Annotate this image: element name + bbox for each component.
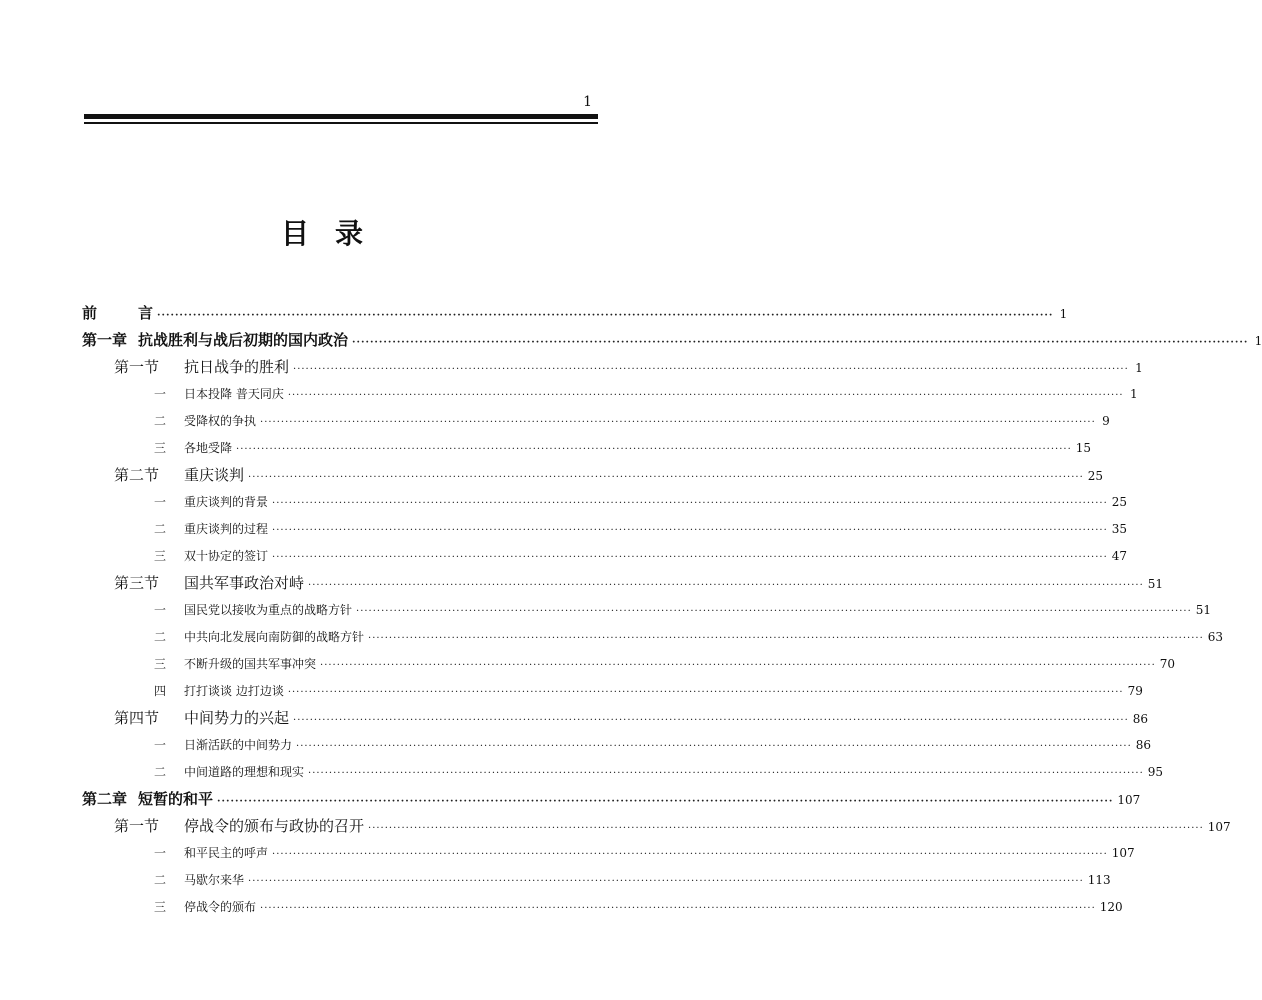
header-rule-thick	[84, 114, 598, 119]
toc-entry[interactable]	[82, 381, 1138, 408]
toc-entry-label: 抗战胜利与战后初期的国内政治	[138, 331, 349, 349]
toc-entry[interactable]	[82, 894, 1123, 921]
toc-entry-number: 三	[154, 441, 167, 455]
dot-leader: ········································································································································································································	[272, 525, 1108, 536]
toc-entry-label: 停战令的颁布	[184, 900, 257, 914]
toc-entry-number: 第一章	[82, 331, 128, 349]
toc-entry-label: 停战令的颁布与政协的召开	[184, 817, 365, 835]
toc-entry[interactable]	[82, 354, 1143, 381]
toc-entry-page: 63	[1207, 630, 1224, 644]
toc-entry[interactable]	[82, 300, 1068, 327]
toc-entry[interactable]	[82, 597, 1212, 624]
toc-entry-label: 双十协定的签订	[184, 549, 269, 563]
toc-entry[interactable]	[82, 435, 1092, 462]
dot-leader: ········································································································································································································	[236, 444, 1072, 455]
toc-entry-number: 一	[154, 495, 167, 509]
toc-entry[interactable]	[82, 489, 1128, 516]
dot-leader: ········································································································································································································	[260, 903, 1096, 914]
dot-leader: ········································································································································································································	[260, 417, 1096, 428]
toc-entry-number: 三	[154, 657, 167, 671]
dot-leader: ········································································································································································································	[296, 741, 1132, 752]
toc-entry-label: 重庆谈判的过程	[184, 522, 269, 536]
dot-leader: ········································································································································································································	[320, 660, 1156, 671]
toc-entry[interactable]	[82, 570, 1164, 597]
dot-leader: ········································································································································································································	[293, 364, 1129, 375]
toc-entry-page: 1	[1254, 334, 1262, 348]
dot-leader: ········································································································································································································	[293, 715, 1129, 726]
toc-entry-label: 抗日战争的胜利	[184, 358, 290, 376]
toc-entry-number: 第二章	[82, 790, 128, 808]
dot-leader: ········································································································································································································	[248, 876, 1084, 887]
dot-leader: ········································································································································································································	[352, 337, 1249, 348]
dot-leader: ········································································································································································································	[217, 796, 1114, 807]
toc-entry-page: 51	[1147, 577, 1164, 591]
toc-entry[interactable]	[82, 651, 1176, 678]
toc-title: 目录	[280, 217, 389, 250]
toc-entry-label: 国民党以接收为重点的战略方针	[184, 603, 353, 617]
dot-leader: ········································································································································································································	[272, 498, 1108, 509]
toc-entry-page: 86	[1132, 712, 1149, 726]
toc-entry-number: 一	[154, 603, 167, 617]
toc-entry-label: 马歇尔来华	[184, 873, 245, 887]
toc-entry-page: 113	[1087, 873, 1111, 887]
toc-entry[interactable]	[82, 408, 1110, 435]
toc-entry-number: 第四节	[114, 709, 160, 727]
toc-entry-page: 70	[1159, 657, 1176, 671]
toc-entry-page: 25	[1087, 469, 1104, 483]
toc-entry[interactable]	[82, 759, 1164, 786]
toc-entry-label: 中间势力的兴起	[184, 709, 290, 727]
toc-entry-page: 107	[1117, 793, 1141, 807]
toc-entry-label: 言	[138, 304, 154, 322]
toc-entry-number: 第二节	[114, 466, 160, 484]
dot-leader: ········································································································································································································	[308, 768, 1144, 779]
toc-entry-label: 中共向北发展向南防御的战略方针	[184, 630, 365, 644]
toc-entry-label: 日渐活跃的中间势力	[184, 738, 293, 752]
table-of-contents	[82, 300, 1262, 921]
toc-entry-number: 第一节	[114, 358, 160, 376]
dot-leader: ········································································································································································································	[368, 823, 1204, 834]
dot-leader: ········································································································································································································	[272, 552, 1108, 563]
toc-entry-number: 四	[154, 684, 167, 698]
toc-entry-page: 9	[1102, 414, 1110, 428]
dot-leader: ········································································································································································································	[356, 606, 1192, 617]
toc-entry-page: 86	[1135, 738, 1152, 752]
dot-leader: ········································································································································································································	[368, 633, 1204, 644]
toc-entry[interactable]	[82, 705, 1149, 732]
toc-entry-number: 二	[154, 522, 167, 536]
toc-entry[interactable]	[82, 678, 1143, 705]
toc-entry[interactable]	[82, 624, 1224, 651]
toc-entry-number: 前	[82, 304, 98, 322]
toc-entry[interactable]	[82, 732, 1152, 759]
toc-entry-number: 三	[154, 900, 167, 914]
toc-entry-number: 二	[154, 765, 167, 779]
toc-entry-number: 一	[154, 738, 167, 752]
toc-entry-number: 二	[154, 414, 167, 428]
toc-entry[interactable]	[82, 516, 1128, 543]
toc-entry-number: 二	[154, 873, 167, 887]
dot-leader: ········································································································································································································	[308, 580, 1144, 591]
toc-entry-page: 107	[1111, 846, 1135, 860]
toc-entry-label: 中间道路的理想和现实	[184, 765, 305, 779]
dot-leader: ········································································································································································································	[272, 849, 1108, 860]
toc-entry[interactable]	[82, 813, 1231, 840]
toc-entry-page: 1	[1129, 387, 1138, 401]
dot-leader: ········································································································································································································	[157, 310, 1054, 321]
toc-entry-page: 95	[1147, 765, 1164, 779]
toc-entry-page: 15	[1075, 441, 1092, 455]
dot-leader: ········································································································································································································	[287, 390, 1124, 401]
toc-entry-number: 第三节	[114, 574, 160, 592]
toc-entry[interactable]	[82, 786, 1141, 813]
toc-entry-label: 日本投降 普天同庆	[184, 387, 284, 401]
toc-entry-label: 国共军事政治对峙	[184, 574, 305, 592]
toc-entry[interactable]	[82, 327, 1262, 354]
toc-entry-label: 短暂的和平	[138, 790, 214, 808]
toc-entry-page: 51	[1195, 603, 1212, 617]
toc-entry-page: 25	[1111, 495, 1128, 509]
toc-entry-page: 35	[1111, 522, 1128, 536]
header-rule-thin	[84, 122, 598, 124]
toc-entry-label: 重庆谈判的背景	[184, 495, 269, 509]
toc-entry-label: 打打谈谈 边打边谈	[184, 684, 284, 698]
toc-entry[interactable]	[82, 840, 1135, 867]
toc-entry[interactable]	[82, 543, 1128, 570]
toc-entry-number: 一	[154, 846, 167, 860]
toc-entry-number: 一	[154, 387, 167, 401]
toc-entry-page: 79	[1127, 684, 1143, 698]
toc-entry-number: 二	[154, 630, 167, 644]
toc-entry-label: 各地受降	[184, 441, 233, 455]
toc-entry[interactable]	[82, 462, 1104, 489]
toc-entry-label: 重庆谈判	[184, 466, 245, 484]
dot-leader: ········································································································································································································	[287, 687, 1124, 698]
toc-entry-label: 受降权的争执	[184, 414, 257, 428]
toc-entry-page: 120	[1099, 900, 1123, 914]
toc-entry-page: 1	[1059, 307, 1068, 321]
toc-entry-page: 1	[1135, 361, 1143, 375]
dot-leader: ········································································································································································································	[248, 472, 1084, 483]
toc-entry-number: 三	[154, 549, 167, 563]
toc-entry-page: 47	[1111, 549, 1128, 563]
toc-entry-label: 和平民主的呼声	[184, 846, 269, 860]
page-number: 1	[583, 94, 592, 110]
toc-entry-label: 不断升级的国共军事冲突	[184, 657, 317, 671]
toc-entry-number: 第一节	[114, 817, 160, 835]
toc-entry[interactable]	[82, 867, 1111, 894]
toc-entry-page: 107	[1207, 820, 1231, 834]
